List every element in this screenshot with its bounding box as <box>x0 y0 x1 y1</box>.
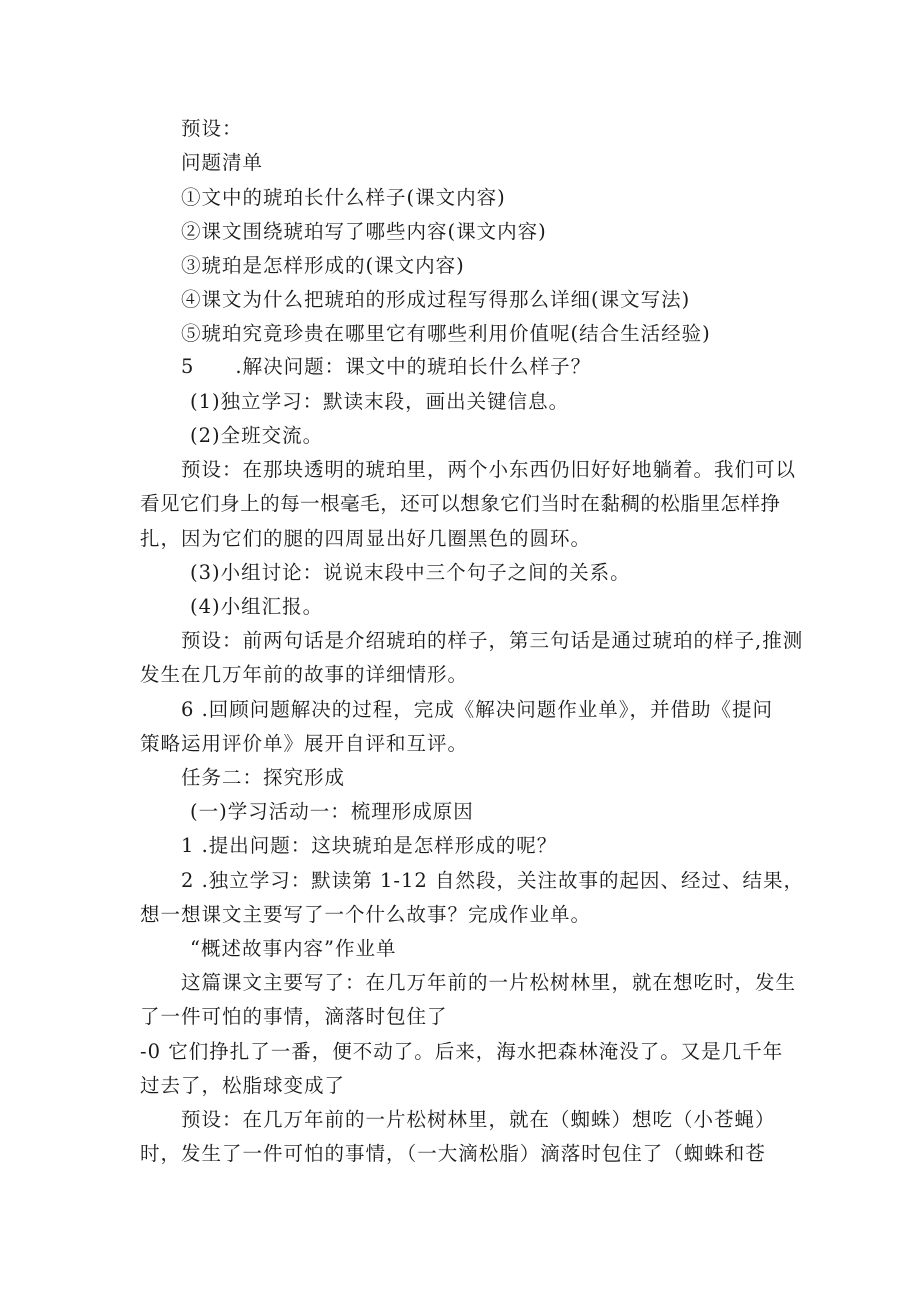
text-line: (1)独立学习：默读末段，画出关键信息。 <box>190 390 570 413</box>
text-line: 6 .回顾问题解决的过程，完成《解决问题作业单》，并借助《提问 <box>181 698 774 721</box>
text-line: ⑤琥珀究竟珍贵在哪里它有哪些利用价值呢(结合生活经验) <box>181 322 711 345</box>
worksheet-title: “概述故事内容”作业单 <box>190 937 397 960</box>
text-line: 问题清单 <box>181 151 264 174</box>
text-line: 策略运用评价单》展开自评和互评。 <box>140 732 469 755</box>
text-line: 想一想课文主要写了一个什么故事？完成作业单。 <box>140 903 592 926</box>
text-line: 预设：在几万年前的一片松树林里，就在（蜘蛛）想吃（小苍蝇） <box>181 1108 776 1131</box>
text-line: ②课文围绕琥珀写了哪些内容(课文内容) <box>181 220 547 243</box>
text-line: (3)小组讨论：说说末段中三个句子之间的关系。 <box>190 561 631 584</box>
text-line: 预设：在那块透明的琥珀里，两个小东西仍旧好好地躺着。我们可以 <box>181 458 797 481</box>
text-line: 扎，因为它们的腿的四周显出好几圈黑色的圆环。 <box>140 527 592 550</box>
text-line: 时，发生了一件可怕的事情，（一大滴松脂）滴落时包住了（蜘蛛和苍 <box>140 1142 766 1165</box>
text-line: (一)学习活动一：梳理形成原因 <box>190 800 474 823</box>
text-line: 任务二：探究形成 <box>181 766 346 789</box>
text-line: ④课文为什么把琥珀的形成过程写得那么详细(课文写法) <box>181 288 691 311</box>
text-line: 了一件可怕的事情，滴落时包住了 <box>140 1005 448 1028</box>
text-line: 这篇课文主要写了：在几万年前的一片松树林里，就在想吃时，发生 <box>181 971 797 994</box>
text-line: 1 .提出问题：这块琥珀是怎样形成的呢？ <box>181 834 558 857</box>
text-line: 预设：前两句话是介绍琥珀的样子，第三句话是通过琥珀的样子,推测 <box>181 629 804 652</box>
text-line: (2)全班交流。 <box>190 424 324 447</box>
text-line: (4)小组汇报。 <box>190 595 324 618</box>
text-line: -0 它们挣扎了一番，便不动了。后来，海水把森林淹没了。又是几千年 <box>140 1040 784 1063</box>
text-line: ③琥珀是怎样形成的(课文内容) <box>181 254 465 277</box>
text-line: 过去了，松脂球变成了 <box>140 1074 346 1097</box>
text-line: ①文中的琥珀长什么样子(课文内容) <box>181 186 506 209</box>
text-line: 5 .解决问题：课文中的琥珀长什么样子？ <box>181 355 592 378</box>
text-line: 发生在几万年前的故事的详细情形。 <box>140 663 469 686</box>
text-line: 2 .独立学习：默读第 1-12 自然段，关注故事的起因、经过、结果， <box>181 869 805 892</box>
text-line: 看见它们身上的每一根毫毛，还可以想象它们当时在黏稠的松脂里怎样挣 <box>140 492 780 515</box>
text-line: 预设： <box>181 117 243 140</box>
